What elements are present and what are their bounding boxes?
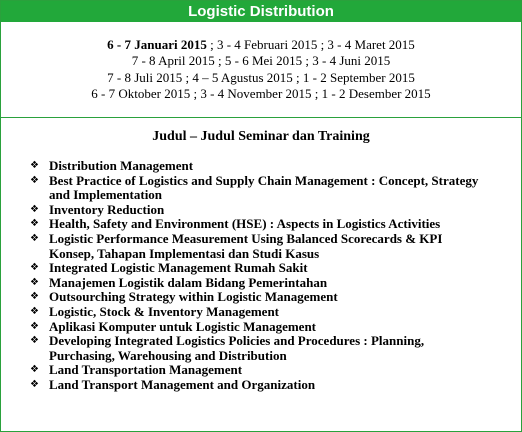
- diamond-bullet-icon: ❖: [30, 262, 39, 274]
- topic-label: Aplikasi Komputer untuk Logistic Management: [49, 318, 317, 334]
- diamond-bullet-icon: ❖: [30, 232, 39, 244]
- schedule-line-3: 7 - 8 Juli 2015 ; 4 – 5 Agustus 2015 ; 1 - 2 September 2015: [107, 69, 415, 85]
- list-item: [30, 203, 521, 218]
- list-item: [30, 159, 521, 174]
- topic-list: [1, 159, 521, 393]
- schedule-line-2: 7 - 8 April 2015 ; 5 - 6 Mei 2015 ; 3 - 4 Juni 2015: [131, 53, 391, 69]
- diamond-bullet-icon: ❖: [30, 174, 39, 186]
- diamond-bullet-icon: ❖: [30, 203, 39, 215]
- diamond-bullet-icon: ❖: [30, 218, 39, 230]
- topic-label: Integrated Logistic Management Rumah Sakit: [49, 260, 308, 276]
- topic-label: Distribution Management: [49, 158, 194, 173]
- topic-label: Land Transportation Management: [49, 362, 243, 378]
- topics-section: [1, 118, 521, 393]
- diamond-bullet-icon: ❖: [30, 291, 39, 303]
- diamond-bullet-icon: ❖: [30, 364, 39, 376]
- topic-label: Logistic Performance Measurement Using Balanced Scorecards & KPI Konsep, Tahapan Implementasi dan Studi Kasus: [49, 230, 443, 261]
- list-item: [30, 232, 521, 261]
- topic-label: Inventory Reduction: [49, 201, 165, 217]
- diamond-bullet-icon: ❖: [30, 305, 39, 317]
- topic-label: Developing Integrated Logistics Policies and Procedures : Planning, Purchasing, Warehousing and Distribution: [49, 333, 425, 363]
- topics-heading: Judul – Judul Seminar dan Training: [152, 129, 370, 144]
- topic-label: Land Transport Management and Organization: [49, 376, 316, 392]
- diamond-bullet-icon: ❖: [30, 320, 39, 332]
- list-item: [30, 276, 521, 291]
- page-title: Logistic Distribution: [1, 1, 521, 22]
- schedule-line-1: [1, 37, 521, 53]
- topic-label: Outsourching Strategy within Logistic Management: [49, 289, 338, 305]
- schedule-line-4: 6 - 7 Oktober 2015 ; 3 - 4 November 2015 ; 1 - 2 Desember 2015: [91, 85, 431, 101]
- list-item: [30, 290, 521, 305]
- list-item: [30, 174, 521, 203]
- diamond-bullet-icon: ❖: [30, 276, 39, 288]
- list-item: [30, 378, 521, 393]
- topic-label: Health, Safety and Environment (HSE) : Aspects in Logistics Activities: [49, 216, 441, 232]
- topic-label: Logistic, Stock & Inventory Management: [49, 303, 280, 319]
- list-item: [30, 305, 521, 320]
- list-item: [30, 334, 521, 363]
- schedule-line-1-rest: ; 3 - 4 Februari 2015 ; 3 - 4 Maret 2015: [206, 37, 415, 52]
- list-item: [30, 320, 521, 335]
- diamond-bullet-icon: ❖: [30, 378, 39, 390]
- list-item: [30, 261, 521, 276]
- schedule-first-date: 6 - 7 Januari 2015: [107, 37, 207, 52]
- diamond-bullet-icon: ❖: [30, 335, 39, 347]
- list-item: [30, 363, 521, 378]
- diamond-bullet-icon: ❖: [30, 160, 39, 171]
- list-item: [30, 217, 521, 232]
- schedule-section: [1, 22, 521, 118]
- topic-label: Best Practice of Logistics and Supply Chain Management : Concept, Strategy and Implementation: [49, 172, 479, 203]
- topic-label: Manajemen Logistik dalam Bidang Pemerintahan: [49, 274, 328, 290]
